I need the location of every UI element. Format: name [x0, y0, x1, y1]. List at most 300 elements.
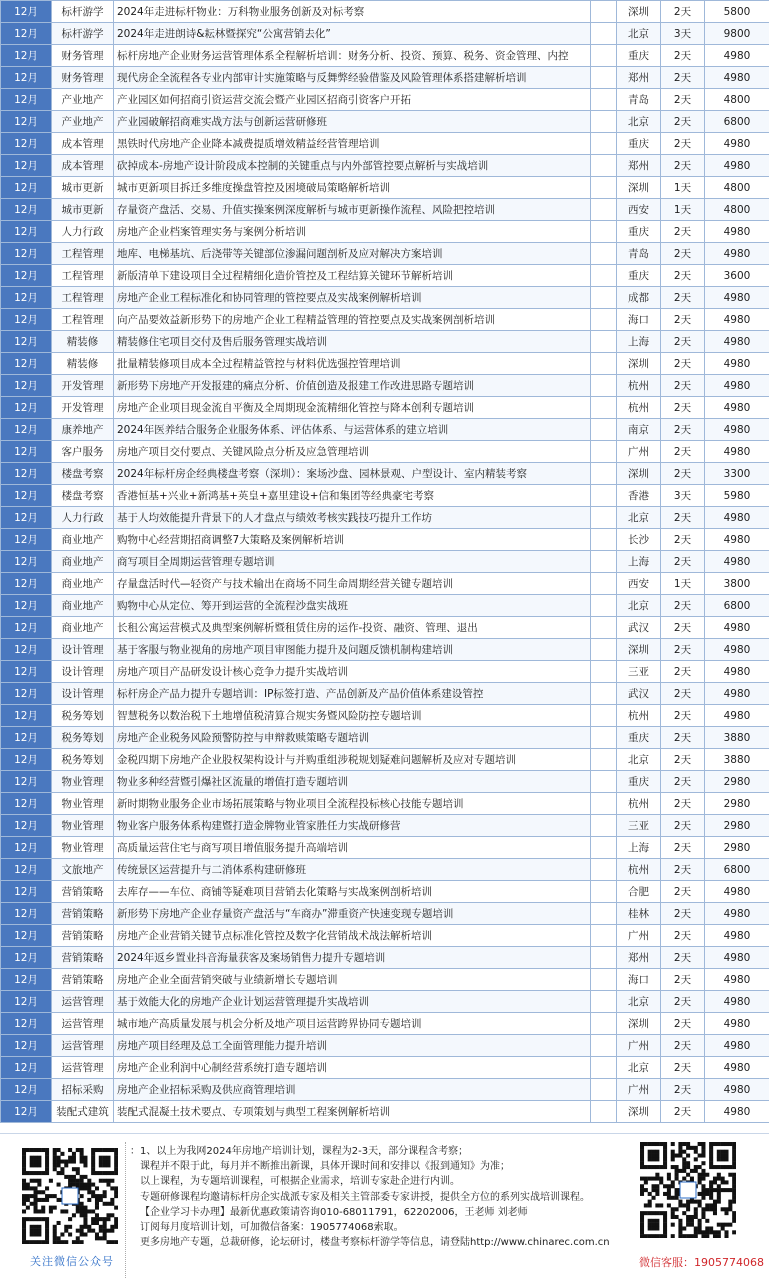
price-cell: 9800 — [705, 23, 769, 45]
spacer-cell — [591, 177, 617, 199]
price-cell: 4980 — [705, 441, 769, 463]
duration-cell: 2天 — [661, 441, 705, 463]
price-cell: 4980 — [705, 45, 769, 67]
city-cell: 西安 — [617, 199, 661, 221]
spacer-cell — [591, 287, 617, 309]
city-cell: 香港 — [617, 485, 661, 507]
table-row — [1, 859, 769, 881]
duration-cell: 2天 — [661, 1057, 705, 1079]
category-cell: 运营管理 — [52, 991, 114, 1013]
city-cell: 青岛 — [617, 89, 661, 111]
price-cell: 3880 — [705, 749, 769, 771]
table-row — [1, 793, 769, 815]
course-title-cell: 传统景区运营提升与二消体系构建研修班 — [114, 859, 591, 881]
category-cell: 客户服务 — [52, 441, 114, 463]
table-row — [1, 485, 769, 507]
category-cell: 运营管理 — [52, 1035, 114, 1057]
table-row — [1, 1057, 769, 1079]
category-cell: 商业地产 — [52, 551, 114, 573]
city-cell: 深圳 — [617, 177, 661, 199]
price-cell: 4980 — [705, 639, 769, 661]
course-title-cell: 基于人均效能提升背景下的人才盘点与绩效考核实践技巧提升工作坊 — [114, 507, 591, 529]
city-cell: 北京 — [617, 507, 661, 529]
month-cell: 12月 — [1, 309, 52, 331]
course-title-cell: 基于效能大化的房地产企业计划运营管理提升实战培训 — [114, 991, 591, 1013]
duration-cell: 2天 — [661, 419, 705, 441]
table-row — [1, 221, 769, 243]
city-cell: 青岛 — [617, 243, 661, 265]
price-cell: 4980 — [705, 221, 769, 243]
price-cell: 4800 — [705, 89, 769, 111]
table-row — [1, 397, 769, 419]
month-cell: 12月 — [1, 463, 52, 485]
table-row — [1, 969, 769, 991]
course-title-cell: 标杆房地产企业财务运营管理体系全程解析培训：财务分析、投资、预算、税务、资金管理、内控 — [114, 45, 591, 67]
course-title-cell: 城市更新项目拆迁多维度操盘管控及困境破局策略解析培训 — [114, 177, 591, 199]
category-cell: 营销策略 — [52, 969, 114, 991]
city-cell: 上海 — [617, 837, 661, 859]
city-cell: 北京 — [617, 595, 661, 617]
category-cell: 设计管理 — [52, 661, 114, 683]
month-cell: 12月 — [1, 441, 52, 463]
spacer-cell — [591, 1101, 617, 1123]
category-cell: 运营管理 — [52, 1057, 114, 1079]
table-row — [1, 815, 769, 837]
category-cell: 税务筹划 — [52, 705, 114, 727]
price-cell: 4980 — [705, 683, 769, 705]
spacer-cell — [591, 969, 617, 991]
city-cell: 西安 — [617, 573, 661, 595]
course-title-cell: 产业园破解招商难实战方法与创新运营研修班 — [114, 111, 591, 133]
month-cell: 12月 — [1, 529, 52, 551]
price-cell: 4980 — [705, 287, 769, 309]
spacer-cell — [591, 837, 617, 859]
price-cell: 4980 — [705, 947, 769, 969]
price-cell: 4800 — [705, 177, 769, 199]
price-cell: 4980 — [705, 309, 769, 331]
price-cell: 4980 — [705, 1057, 769, 1079]
price-cell: 4980 — [705, 1035, 769, 1057]
category-cell: 设计管理 — [52, 683, 114, 705]
duration-cell: 2天 — [661, 793, 705, 815]
month-cell: 12月 — [1, 793, 52, 815]
spacer-cell — [591, 23, 617, 45]
spacer-cell — [591, 89, 617, 111]
category-cell: 物业管理 — [52, 815, 114, 837]
category-cell: 成本管理 — [52, 133, 114, 155]
table-row — [1, 419, 769, 441]
price-cell: 4980 — [705, 331, 769, 353]
spacer-cell — [591, 111, 617, 133]
month-cell: 12月 — [1, 903, 52, 925]
table-row — [1, 837, 769, 859]
course-title-cell: 房地产企业全面营销突破与业绩新增长专题培训 — [114, 969, 591, 991]
spacer-cell — [591, 331, 617, 353]
table-row — [1, 1, 769, 23]
table-row — [1, 705, 769, 727]
duration-cell: 2天 — [661, 287, 705, 309]
duration-cell: 2天 — [661, 111, 705, 133]
table-row — [1, 991, 769, 1013]
month-cell: 12月 — [1, 111, 52, 133]
city-cell: 杭州 — [617, 705, 661, 727]
course-title-cell: 房地产企业项目现金流自平衡及全周期现金流精细化管控与降本创利专题培训 — [114, 397, 591, 419]
month-cell: 12月 — [1, 1057, 52, 1079]
table-row — [1, 573, 769, 595]
table-row — [1, 155, 769, 177]
course-title-cell: 产业园区如何招商引资运营交流会暨产业园区招商引资客户开拓 — [114, 89, 591, 111]
course-title-cell: 2024年返乡置业抖音海量获客及案场销售力提升专题培训 — [114, 947, 591, 969]
table-row — [1, 23, 769, 45]
duration-cell: 2天 — [661, 1079, 705, 1101]
note-line: 课程并不限于此，每月并不断推出新课，具体开课时间和安排以《报到通知》为准； — [130, 1159, 635, 1174]
spacer-cell — [591, 353, 617, 375]
category-cell: 营销策略 — [52, 903, 114, 925]
duration-cell: 2天 — [661, 243, 705, 265]
category-cell: 营销策略 — [52, 925, 114, 947]
spacer-cell — [591, 991, 617, 1013]
city-cell: 杭州 — [617, 793, 661, 815]
month-cell: 12月 — [1, 287, 52, 309]
city-cell: 杭州 — [617, 375, 661, 397]
month-cell: 12月 — [1, 947, 52, 969]
duration-cell: 2天 — [661, 661, 705, 683]
category-cell: 开发管理 — [52, 397, 114, 419]
table-row — [1, 67, 769, 89]
course-title-cell: 存量资产盘活、交易、升值实操案例深度解析与城市更新操作流程、风险把控培训 — [114, 199, 591, 221]
duration-cell: 1天 — [661, 199, 705, 221]
course-title-cell: 房地产企业税务风险预警防控与申辩救赎策略专题培训 — [114, 727, 591, 749]
city-cell: 上海 — [617, 551, 661, 573]
qr-caption: 关注微信公众号 — [20, 1253, 124, 1269]
course-title-cell: 购物中心从定位、筹开到运营的全流程沙盘实战班 — [114, 595, 591, 617]
category-cell: 康养地产 — [52, 419, 114, 441]
table-row — [1, 89, 769, 111]
city-cell: 三亚 — [617, 815, 661, 837]
month-cell: 12月 — [1, 1, 52, 23]
city-cell: 北京 — [617, 1057, 661, 1079]
category-cell: 商业地产 — [52, 529, 114, 551]
duration-cell: 2天 — [661, 705, 705, 727]
duration-cell: 3天 — [661, 485, 705, 507]
spacer-cell — [591, 441, 617, 463]
table-row — [1, 309, 769, 331]
table-row — [1, 1035, 769, 1057]
month-cell: 12月 — [1, 925, 52, 947]
duration-cell: 2天 — [661, 859, 705, 881]
table-row — [1, 551, 769, 573]
table-row — [1, 903, 769, 925]
city-cell: 海口 — [617, 309, 661, 331]
course-title-cell: 现代房企全流程各专业内部审计实施策略与反舞弊经验借鉴及风险管理体系搭建解析培训 — [114, 67, 591, 89]
price-cell: 4980 — [705, 67, 769, 89]
table-row — [1, 595, 769, 617]
duration-cell: 2天 — [661, 1, 705, 23]
duration-cell: 2天 — [661, 375, 705, 397]
month-cell: 12月 — [1, 177, 52, 199]
duration-cell: 2天 — [661, 155, 705, 177]
price-cell: 2980 — [705, 837, 769, 859]
table-row — [1, 111, 769, 133]
spacer-cell — [591, 793, 617, 815]
duration-cell: 3天 — [661, 23, 705, 45]
spacer-cell — [591, 573, 617, 595]
price-cell: 4980 — [705, 529, 769, 551]
duration-cell: 2天 — [661, 617, 705, 639]
city-cell: 长沙 — [617, 529, 661, 551]
course-title-cell: 房地产企业招标采购及供应商管理培训 — [114, 1079, 591, 1101]
month-cell: 12月 — [1, 1101, 52, 1123]
month-cell: 12月 — [1, 595, 52, 617]
category-cell: 精装修 — [52, 331, 114, 353]
month-cell: 12月 — [1, 67, 52, 89]
duration-cell: 2天 — [661, 749, 705, 771]
spacer-cell — [591, 243, 617, 265]
spacer-cell — [591, 881, 617, 903]
course-title-cell: 批量精装修项目成本全过程精益管控与材料优选强控管理培训 — [114, 353, 591, 375]
footer-notes — [130, 1144, 635, 1250]
category-cell: 城市更新 — [52, 199, 114, 221]
course-title-cell: 2024年标杆房企经典楼盘考察（深圳）：案场沙盘、园林景观、户型设计、室内精装考察 — [114, 463, 591, 485]
duration-cell: 2天 — [661, 67, 705, 89]
city-cell: 杭州 — [617, 397, 661, 419]
table-row — [1, 265, 769, 287]
course-title-cell: 物业多种经营暨引爆社区流量的增值打造专题培训 — [114, 771, 591, 793]
spacer-cell — [591, 947, 617, 969]
table-row — [1, 177, 769, 199]
price-cell: 4980 — [705, 133, 769, 155]
duration-cell: 2天 — [661, 221, 705, 243]
table-row — [1, 243, 769, 265]
qr-code-icon — [640, 1142, 736, 1238]
spacer-cell — [591, 155, 617, 177]
price-cell: 4980 — [705, 705, 769, 727]
city-cell: 合肥 — [617, 881, 661, 903]
course-title-cell: 城市地产高质量发展与机会分析及地产项目运营跨界协同专题培训 — [114, 1013, 591, 1035]
course-title-cell: 新时期物业服务企业市场拓展策略与物业项目全流程投标核心技能专题培训 — [114, 793, 591, 815]
price-cell: 4980 — [705, 903, 769, 925]
month-cell: 12月 — [1, 551, 52, 573]
duration-cell: 2天 — [661, 45, 705, 67]
spacer-cell — [591, 683, 617, 705]
spacer-cell — [591, 485, 617, 507]
spacer-cell — [591, 199, 617, 221]
price-cell: 4980 — [705, 925, 769, 947]
table-row — [1, 639, 769, 661]
month-cell: 12月 — [1, 881, 52, 903]
duration-cell: 2天 — [661, 309, 705, 331]
price-cell: 5800 — [705, 1, 769, 23]
table-row — [1, 375, 769, 397]
course-title-cell: 2024年走进标杆物业：万科物业服务创新及对标考察 — [114, 1, 591, 23]
price-cell: 3880 — [705, 727, 769, 749]
month-cell: 12月 — [1, 45, 52, 67]
category-cell: 税务筹划 — [52, 749, 114, 771]
city-cell: 深圳 — [617, 1013, 661, 1035]
note-line: ：1、以上为我网2024年房地产培训计划，课程为2-3天，部分课程含考察； — [130, 1144, 635, 1159]
category-cell: 文旅地产 — [52, 859, 114, 881]
month-cell: 12月 — [1, 331, 52, 353]
course-title-cell: 房地产企业工程标准化和协同管理的管控要点及实战案例解析培训 — [114, 287, 591, 309]
price-cell: 4800 — [705, 199, 769, 221]
spacer-cell — [591, 815, 617, 837]
category-cell: 人力行政 — [52, 507, 114, 529]
course-title-cell: 物业客户服务体系构建暨打造金牌物业管家胜任力实战研修营 — [114, 815, 591, 837]
price-cell: 4980 — [705, 1079, 769, 1101]
course-title-cell: 购物中心经营期招商调整7大策略及案例解析培训 — [114, 529, 591, 551]
category-cell: 楼盘考察 — [52, 463, 114, 485]
city-cell: 深圳 — [617, 1, 661, 23]
category-cell: 营销策略 — [52, 881, 114, 903]
course-title-cell: 基于客服与物业视角的房地产项目审图能力提升及问题反馈机制构建培训 — [114, 639, 591, 661]
month-cell: 12月 — [1, 23, 52, 45]
course-title-cell: 金税四期下房地产企业股权架构设计与并购重组涉税规划疑难问题解析及应对专题培训 — [114, 749, 591, 771]
table-row — [1, 463, 769, 485]
course-title-cell: 装配式混凝土技术要点、专项策划与典型工程案例解析培训 — [114, 1101, 591, 1123]
spacer-cell — [591, 661, 617, 683]
course-title-cell: 房地产企业利润中心制经营系统打造专题培训 — [114, 1057, 591, 1079]
spacer-cell — [591, 419, 617, 441]
website-link[interactable]: 更多房地产专题，总裁研修，论坛研讨，楼盘考察标杆游学等信息，请登陆http://www.chinarec.com.cn — [130, 1235, 635, 1250]
city-cell: 深圳 — [617, 1101, 661, 1123]
price-cell: 4980 — [705, 243, 769, 265]
table-row — [1, 771, 769, 793]
table-row — [1, 529, 769, 551]
category-cell: 开发管理 — [52, 375, 114, 397]
spacer-cell — [591, 727, 617, 749]
spacer-cell — [591, 705, 617, 727]
category-cell: 招标采购 — [52, 1079, 114, 1101]
month-cell: 12月 — [1, 155, 52, 177]
spacer-cell — [591, 1057, 617, 1079]
price-cell: 6800 — [705, 859, 769, 881]
spacer-cell — [591, 903, 617, 925]
spacer-cell — [591, 551, 617, 573]
category-cell: 商业地产 — [52, 573, 114, 595]
schedule-body — [1, 1, 769, 1123]
month-cell: 12月 — [1, 199, 52, 221]
spacer-cell — [591, 133, 617, 155]
spacer-cell — [591, 309, 617, 331]
month-cell: 12月 — [1, 89, 52, 111]
course-title-cell: 2024年走进朗诗&耘林暨探究“公寓营销去化” — [114, 23, 591, 45]
duration-cell: 2天 — [661, 1013, 705, 1035]
duration-cell: 2天 — [661, 463, 705, 485]
spacer-cell — [591, 1, 617, 23]
spacer-cell — [591, 529, 617, 551]
course-title-cell: 2024年医养结合服务企业服务体系、评估体系、与运营体系的建立培训 — [114, 419, 591, 441]
wechat-qr-code-right — [640, 1142, 736, 1238]
month-cell: 12月 — [1, 749, 52, 771]
spacer-cell — [591, 375, 617, 397]
course-title-cell: 房地产项目产品研发设计核心竞争力提升实战培训 — [114, 661, 591, 683]
month-cell: 12月 — [1, 771, 52, 793]
city-cell: 北京 — [617, 991, 661, 1013]
table-row — [1, 133, 769, 155]
category-cell: 成本管理 — [52, 155, 114, 177]
spacer-cell — [591, 45, 617, 67]
category-cell: 精装修 — [52, 353, 114, 375]
course-title-cell: 黑铁时代房地产企业降本减费提质增效精益经营管理培训 — [114, 133, 591, 155]
city-cell: 海口 — [617, 969, 661, 991]
course-title-cell: 标杆房企产品力提升专题培训：IP标签打造、产品创新及产品价值体系建设管控 — [114, 683, 591, 705]
duration-cell: 2天 — [661, 595, 705, 617]
duration-cell: 2天 — [661, 551, 705, 573]
category-cell: 楼盘考察 — [52, 485, 114, 507]
price-cell: 5980 — [705, 485, 769, 507]
city-cell: 重庆 — [617, 133, 661, 155]
table-row — [1, 881, 769, 903]
city-cell: 武汉 — [617, 617, 661, 639]
category-cell: 工程管理 — [52, 265, 114, 287]
month-cell: 12月 — [1, 485, 52, 507]
category-cell: 物业管理 — [52, 837, 114, 859]
price-cell: 2980 — [705, 771, 769, 793]
spacer-cell — [591, 749, 617, 771]
spacer-cell — [591, 925, 617, 947]
duration-cell: 2天 — [661, 947, 705, 969]
duration-cell: 2天 — [661, 881, 705, 903]
duration-cell: 1天 — [661, 177, 705, 199]
category-cell: 商业地产 — [52, 617, 114, 639]
city-cell: 三亚 — [617, 661, 661, 683]
duration-cell: 2天 — [661, 639, 705, 661]
city-cell: 杭州 — [617, 859, 661, 881]
duration-cell: 2天 — [661, 353, 705, 375]
city-cell: 重庆 — [617, 221, 661, 243]
month-cell: 12月 — [1, 507, 52, 529]
note-line: 【企业学习卡办理】最新优惠政策请咨询010-68011791，62202006，王老师 刘老师 — [130, 1205, 635, 1220]
city-cell: 南京 — [617, 419, 661, 441]
table-row — [1, 749, 769, 771]
month-cell: 12月 — [1, 397, 52, 419]
spacer-cell — [591, 639, 617, 661]
month-cell: 12月 — [1, 1079, 52, 1101]
category-cell: 财务管理 — [52, 45, 114, 67]
price-cell: 4980 — [705, 397, 769, 419]
table-row — [1, 727, 769, 749]
table-row — [1, 287, 769, 309]
table-row — [1, 353, 769, 375]
city-cell: 重庆 — [617, 45, 661, 67]
price-cell: 4980 — [705, 617, 769, 639]
month-cell: 12月 — [1, 837, 52, 859]
spacer-cell — [591, 595, 617, 617]
course-title-cell: 高质量运营住宅与商写项目增值服务提升高端培训 — [114, 837, 591, 859]
price-cell: 3800 — [705, 573, 769, 595]
table-row — [1, 45, 769, 67]
month-cell: 12月 — [1, 859, 52, 881]
category-cell: 物业管理 — [52, 793, 114, 815]
table-row — [1, 331, 769, 353]
city-cell: 深圳 — [617, 463, 661, 485]
month-cell: 12月 — [1, 815, 52, 837]
price-cell: 4980 — [705, 375, 769, 397]
price-cell: 4980 — [705, 507, 769, 529]
price-cell: 2980 — [705, 793, 769, 815]
duration-cell: 2天 — [661, 771, 705, 793]
month-cell: 12月 — [1, 573, 52, 595]
spacer-cell — [591, 859, 617, 881]
category-cell: 工程管理 — [52, 243, 114, 265]
table-row — [1, 1101, 769, 1123]
category-cell: 标杆游学 — [52, 1, 114, 23]
month-cell: 12月 — [1, 419, 52, 441]
city-cell: 郑州 — [617, 155, 661, 177]
price-cell: 4980 — [705, 419, 769, 441]
price-cell: 4980 — [705, 1101, 769, 1123]
qr-code-icon — [22, 1148, 118, 1244]
